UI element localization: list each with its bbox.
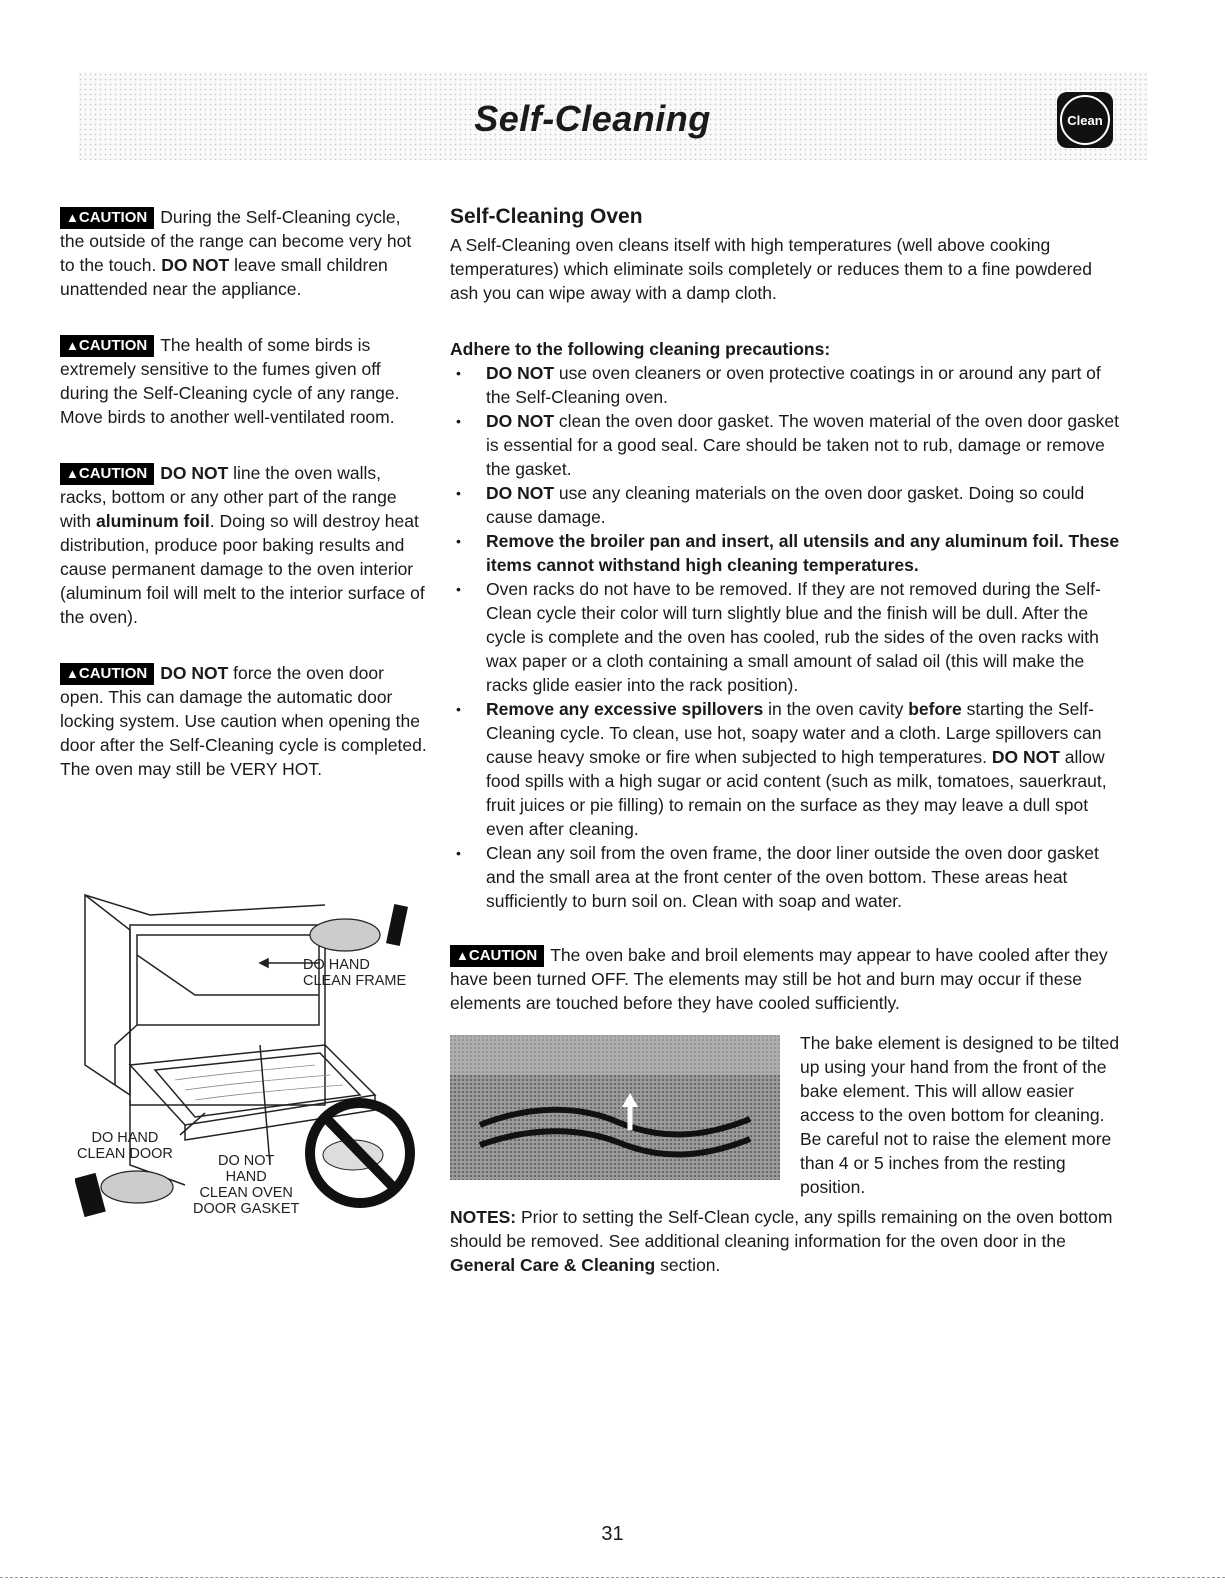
clean-badge-label: Clean (1060, 95, 1110, 145)
bake-element-section (450, 1031, 1120, 1201)
warning-icon: ▲ (456, 948, 469, 963)
bottom-rule (0, 1577, 1225, 1578)
caution-elements: ▲CAUTION The oven bake and broil elements may appear to have cooled after they have been turned OFF. The elements may still be hot and burn may occur if these elements are touched before they have cooled sufficiently. (450, 945, 1108, 1013)
bake-element-photo (450, 1035, 780, 1180)
list-item: • Remove the broiler pan and insert, all utensils and any aluminum foil. These items cannot withstand high cleaning temperatures. (486, 529, 1120, 577)
caution-children: ▲CAUTION During the Self-Cleaning cycle, the outside of the range can become very hot to the touch. DO NOT leave small children unattended near the appliance. (60, 207, 412, 299)
warning-icon: ▲ (66, 466, 79, 481)
caution-foil: ▲CAUTION DO NOT line the oven walls, racks, bottom or any other part of the range with aluminum foil. Doing so will destroy heat distribution, produce poor baking results and cause permanent damage to the oven interior (aluminum foil will melt to the interior surface of the oven). (60, 463, 425, 627)
hand-icon (75, 1171, 173, 1217)
list-item: • Remove any excessive spillovers in the oven cavity before starting the Self-Cleaning cycle. To clean, use hot, soapy water and a cloth. Large spillovers can cause heavy smoke or fire when subjected to high temperatures. DO NOT allow food spills with a high sugar or acid content (such as milk, tomatoes, sauerkraut, fruit juices or pie filling) to remain on the surface as they may leave a dull spot even after cleaning. (486, 697, 1120, 841)
list-item: • Oven racks do not have to be removed. If they are not removed during the Self-Clean cycle their color will turn slightly blue and the finish will be dull. After the cycle is complete and the oven has cooled, rub the sides of the oven racks with wax paper or a cloth containing a small amount of salad oil (this will make the racks glide easier into the rack position). (486, 577, 1120, 697)
list-item: • DO NOT use oven cleaners or oven protective coatings in or around any part of the Self-Cleaning oven. (486, 361, 1120, 409)
list-item: • DO NOT clean the oven door gasket. The woven material of the oven door gasket is essential for a good seal. Care should be taken not to rub, damage or remove the gasket. (486, 409, 1120, 481)
label-clean-frame: DO HAND CLEAN FRAME (303, 957, 407, 989)
label-clean-door: DO HAND CLEAN DOOR (77, 1130, 173, 1162)
notes-paragraph: NOTES: Prior to setting the Self-Clean cycle, any spills remaining on the oven bottom should be removed. See additional cleaning information for the oven door in the General Care & Cleaning section. (450, 1207, 1113, 1275)
precautions-list (450, 361, 1120, 913)
warning-icon: ▲ (66, 210, 79, 225)
left-column (60, 205, 428, 813)
warning-icon: ▲ (66, 338, 79, 353)
page-number: 31 (601, 1523, 624, 1545)
caution-badge: ▲CAUTION (450, 945, 544, 967)
intro-paragraph: A Self-Cleaning oven cleans itself with high temperatures (well above cooking temperatures) which eliminate soils completely or reduces them to a fine powdered ash you can wipe away with a damp cloth. (450, 235, 1092, 303)
general-care-reference: General Care & Cleaning (450, 1255, 656, 1275)
hand-icon (310, 904, 408, 951)
warning-icon: ▲ (66, 666, 79, 681)
page-title: Self-Cleaning (474, 98, 711, 139)
caution-badge: ▲CAUTION (60, 463, 154, 485)
caution-badge: ▲CAUTION (60, 335, 154, 357)
bake-element-text: The bake element is designed to be tilted up using your hand from the front of the bake element. This will allow easier access to the oven bottom for cleaning. Be careful not to raise the element more than 4 or 5 inches from the resting position. (800, 1033, 1120, 1197)
label-do-not-clean-gasket: DO NOT HAND CLEAN OVEN DOOR GASKET (193, 1153, 300, 1217)
right-column (450, 205, 1120, 1277)
clean-icon (1057, 92, 1113, 148)
caution-birds: ▲CAUTION The health of some birds is extremely sensitive to the fumes given off during the Self-Cleaning cycle of any range. Move birds to another well-ventilated room. (60, 335, 400, 427)
list-item: • DO NOT use any cleaning materials on the oven door gasket. Doing so could cause damage. (486, 481, 1120, 529)
section-title: Self-Cleaning Oven (450, 205, 643, 228)
caution-door: ▲CAUTION DO NOT force the oven door open. This can damage the automatic door locking system. Use caution when opening the door after the Self-Cleaning cycle is completed. The oven may still be VERY HOT. (60, 663, 427, 779)
list-item: • Clean any soil from the oven frame, the door liner outside the oven door gasket and the small area at the front center of the oven bottom. These areas heat sufficiently to burn soil on. Clean with soap and water. (486, 841, 1120, 913)
caution-badge: ▲CAUTION (60, 207, 154, 229)
precautions-heading: Adhere to the following cleaning precautions: (450, 339, 831, 359)
prohibited-icon (310, 1103, 410, 1203)
caution-badge: ▲CAUTION (60, 663, 154, 685)
oven-cleaning-diagram (75, 885, 425, 1230)
